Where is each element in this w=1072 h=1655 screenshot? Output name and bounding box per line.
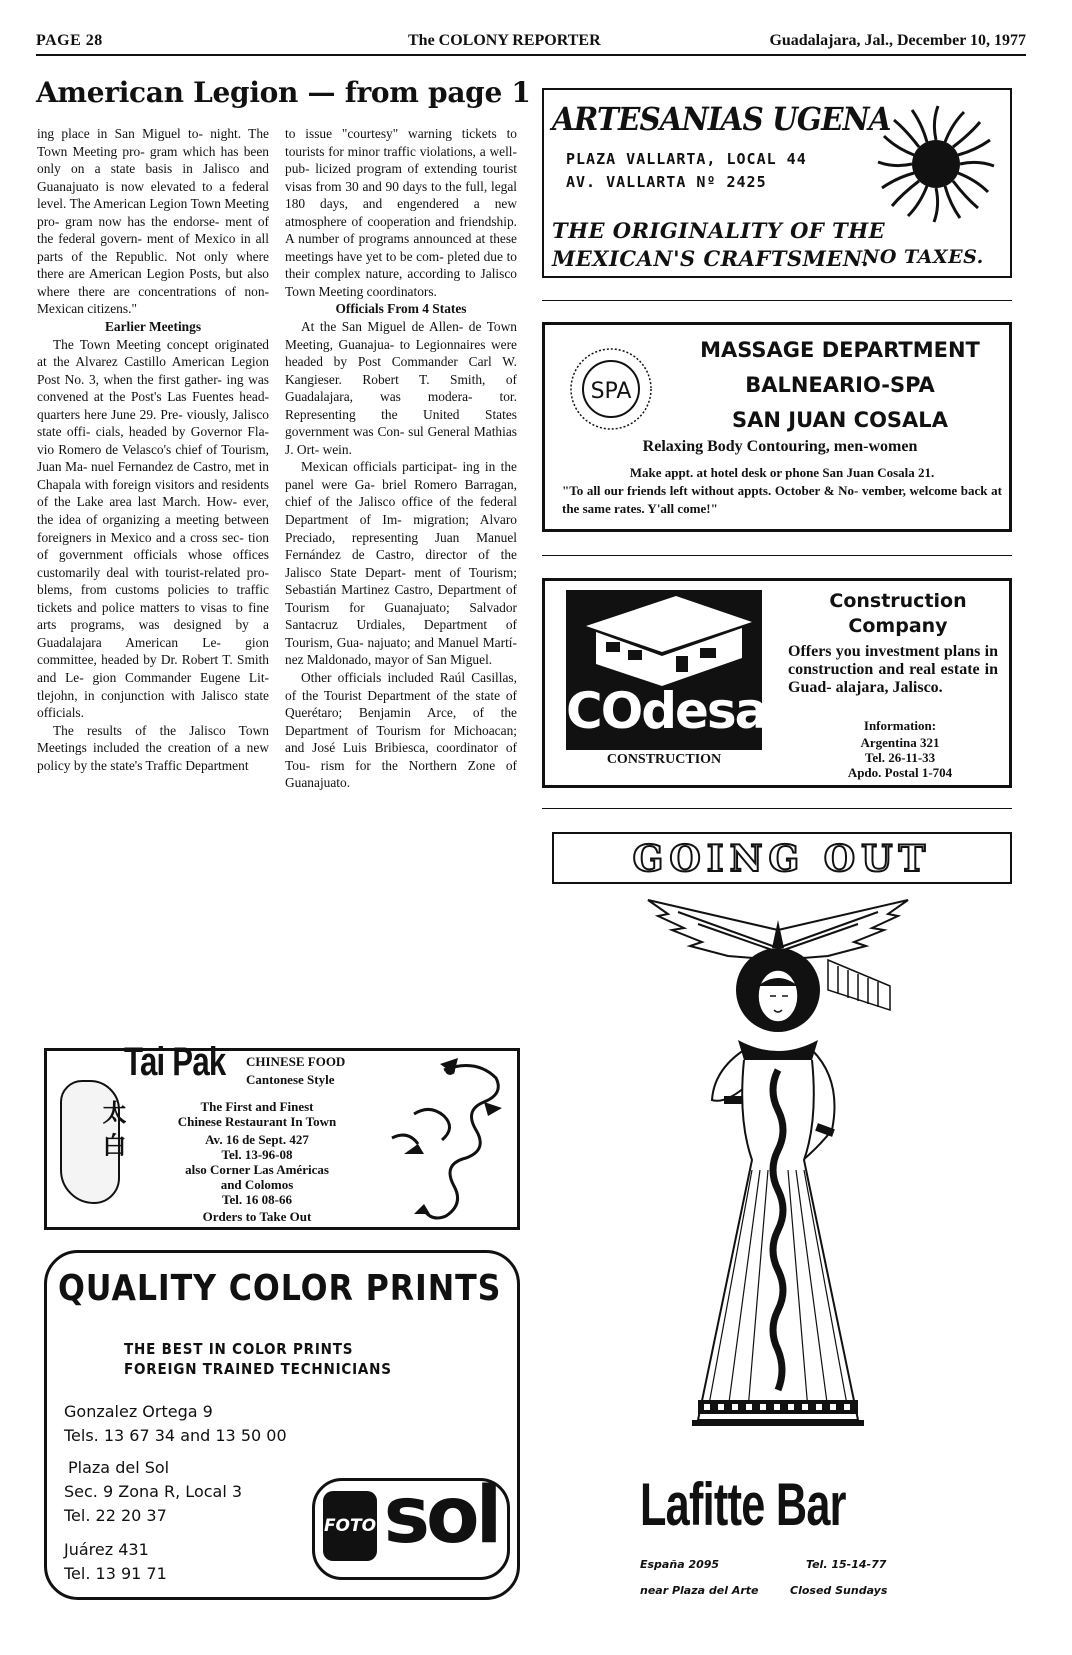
article-paragraph: ing place in San Miguel to- night. The Town Meeting pro- gram which has been only on a state basis in Jalisco and Guanajuato is now elevated to a federal level. The American Legion Town Meeting pro- gram now has the endorse- ment of the federal govern- ment of Mexico in all parts of the Republic. Not only where there are American Legion Posts, but also where there are concentrations of non- Mexican citizens."	[37, 126, 269, 317]
article-paragraph: The results of the Jalisco Town Meetings included the creation of a new policy by the state's Traffic Department	[37, 722, 269, 773]
taipak-address: Av. 16 de Sept. 427	[205, 1132, 309, 1147]
page-number: PAGE 28	[36, 32, 103, 49]
massage-location: SAN JUAN COSALA	[732, 408, 948, 432]
codesa-logo	[566, 590, 767, 750]
codesa-title-1: Construction	[829, 590, 967, 612]
taipak-line: The First and Finest	[200, 1099, 314, 1114]
artesanias-title: ARTESANIAS UGENA	[552, 100, 891, 138]
lafitte-phone: Tel. 15-14-77	[806, 1558, 887, 1571]
newspaper-name: The COLONY REPORTER	[408, 32, 601, 49]
codesa-phone: Tel. 26-11-33	[864, 750, 936, 765]
article-paragraph: to issue "courtesy" warning tickets to tourists for minor traffic violations, a well-pub- licized program of extending tourist visas from 30 and 90 days to the full, legal 180 days, and engendered a new atmosphere of cooperation and friendship. A number of programs announced at these meetings have yet to be com- pleted due to their complex nature, according to Jalisco Town Meeting coordinators.	[285, 126, 517, 299]
divider	[542, 808, 1012, 809]
quality-address-1: Gonzalez Ortega 9	[64, 1402, 213, 1421]
artesanias-address-1: PLAZA VALLARTA, LOCAL 44	[566, 150, 807, 168]
dragon-icon	[384, 1054, 512, 1224]
spa-seal-text: SPA	[590, 379, 632, 404]
quality-phones-3: Tel. 13 91 71	[64, 1564, 167, 1583]
massage-services: Relaxing Body Contouring, men-women	[642, 438, 918, 455]
lafitte-hours: Closed Sundays	[790, 1584, 888, 1597]
artesanias-slogan-1: THE ORIGINALITY OF THE	[552, 218, 886, 243]
codesa-postal: Apdo. Postal 1-704	[847, 765, 953, 780]
artesanias-slogan-2: MEXICAN'S CRAFTSMEN.	[552, 246, 870, 271]
art-deco-woman-illustration	[628, 890, 928, 1460]
taipak-tagline-2: Cantonese Style	[246, 1072, 335, 1087]
taipak-tagline-1: CHINESE FOOD	[246, 1054, 346, 1069]
article-paragraph: Mexican officials participat- ing in the panel were Ga- briel Romero Barragan, chief of the Jalisco office of the federal Department of Im- migration; Alvaro Preciado, representing Juan Manuel Fernández de Castro, director of the Jalisco State Depart- ment of Tourism; Sebastián Martinez Castro, Department of Tourism for Guanajuato; Salvador Santacruz Urdiales, Department of Tourism, Gua- najuato; and Manuel Martí- nez Maldonado, mayor of San Miguel.	[285, 459, 517, 668]
quality-address-3: Sec. 9 Zona R, Local 3	[64, 1482, 243, 1501]
sun-icon	[872, 100, 1000, 228]
foto-logo-text: FOTO	[323, 1491, 377, 1561]
article-paragraph: The Town Meeting concept originated at the Alvarez Castillo American Legion Post No. 3, when the first gather- ing was convened at the Post's Las Fuentes head- quarters here June 29. Pre- viously, Jalisco state offi- cials, headed by Governor Fla- vio Romero de Velasco's chief of Tourism, Juan Ma- nuel Fernandez de Castro, met in Chapala with foreign visitors and residents of the Lake area last March. How- ever, the idea of organizing a meeting between foreigners in Mexico and a cross sec- tion of government officials whose offices customarily deal with tourist-related pro- blems, from customs policies to traffic tickets and police matters to visas to fine arts programs, was designed by a Guadalajara American Le- gion committee, headed by Dr. Robert T. Smith and Le- gion Commander Eugene Lit- tlejohn, in conjunction with Jalisco state officials.	[37, 336, 269, 721]
codesa-address: Argentina 321	[860, 735, 940, 750]
quality-phones-1: Tels. 13 67 34 and 13 50 00	[64, 1426, 287, 1445]
codesa-logo-text: COdesa	[566, 682, 767, 740]
massage-appointment: Make appt. at hotel desk or phone San Juan Cosala 21.	[629, 465, 935, 480]
massage-subtitle: BALNEARIO-SPA	[745, 373, 935, 397]
sol-logo-text: sol	[383, 1471, 499, 1561]
article-paragraph: Other officials included Raúl Casillas, of the Tourist Department of the state of Querétaro; Benjamin Arce, of the Department of Tourism for Michoacan; and José Luis Bribiesca, coordinator of Tou- rism for the Northern Zone of Guanajuato.	[285, 669, 517, 791]
article-paragraph: At the San Miguel de Allen- de Town Meeting, Guanajua- to Legionnaires were headed by Post Commander Carl W. Kangieser. Robert T. Smith, of Guadalajara, was modera- tor. Representing the United States government was Con- sul General Mathias J. Ort- wein.	[285, 319, 517, 457]
quality-address-2: Plaza del Sol	[68, 1458, 170, 1477]
lafitte-location: near Plaza del Arte	[640, 1584, 759, 1597]
article-subhead: Officials From 4 States	[335, 301, 467, 317]
codesa-title-2: Company	[848, 615, 948, 637]
codesa-caption: CONSTRUCTION	[606, 752, 722, 767]
taipak-orders: Orders to Take Out	[202, 1209, 312, 1224]
lafitte-address: España 2095	[640, 1558, 720, 1571]
issue-date: Guadalajara, Jal., December 10, 1977	[769, 32, 1026, 49]
article-subhead: Earlier Meetings	[104, 319, 202, 335]
taipak-branch: also Corner Las Américas	[185, 1162, 329, 1177]
going-out-title: GOING OUT	[632, 838, 932, 880]
chinese-seal-icon	[60, 1080, 127, 1204]
article-headline: American Legion — from page 1	[36, 76, 531, 109]
quality-phones-2: Tel. 22 20 37	[64, 1506, 167, 1525]
artesanias-address-2: AV. VALLARTA Nº 2425	[566, 173, 767, 191]
article-column-1	[37, 125, 269, 774]
lafitte-bar-name: Lafitte Bar	[640, 1471, 846, 1538]
quality-title: QUALITY COLOR PRINTS	[58, 1268, 502, 1309]
article-column-2	[285, 125, 517, 792]
house-icon	[566, 590, 762, 690]
codesa-offer: Offers you investment plans in construction and real estate in Guad- alajara, Jalisco.	[788, 643, 998, 696]
massage-note: "To all our friends left without appts. October & No- vember, welcome back at the same rates. Y'all come!"	[562, 483, 1002, 516]
taipak-line: Chinese Restaurant In Town	[177, 1114, 337, 1129]
taipak-phone: Tel. 16 08-66	[222, 1192, 292, 1207]
quality-address-4: Juárez 431	[64, 1540, 149, 1559]
taipak-phone: Tel. 13-96-08	[221, 1147, 293, 1162]
massage-title: MASSAGE DEPARTMENT	[700, 338, 980, 362]
quality-slogan-1: THE BEST IN COLOR PRINTS	[124, 1340, 354, 1358]
taipak-name: Tai Pak	[124, 1040, 226, 1084]
divider	[542, 300, 1012, 301]
chinese-seal-text: 太 白	[98, 1100, 127, 1157]
quality-slogan-2: FOREIGN TRAINED TECHNICIANS	[124, 1360, 392, 1378]
taipak-branch: and Colomos	[220, 1177, 294, 1192]
spa-seal-icon	[568, 346, 654, 432]
page-header	[36, 30, 1026, 56]
codesa-info-label: Information:	[863, 718, 937, 733]
foto-sol-logo	[312, 1471, 510, 1580]
divider	[542, 555, 1012, 556]
artesanias-no-taxes: NO TAXES.	[862, 246, 984, 268]
